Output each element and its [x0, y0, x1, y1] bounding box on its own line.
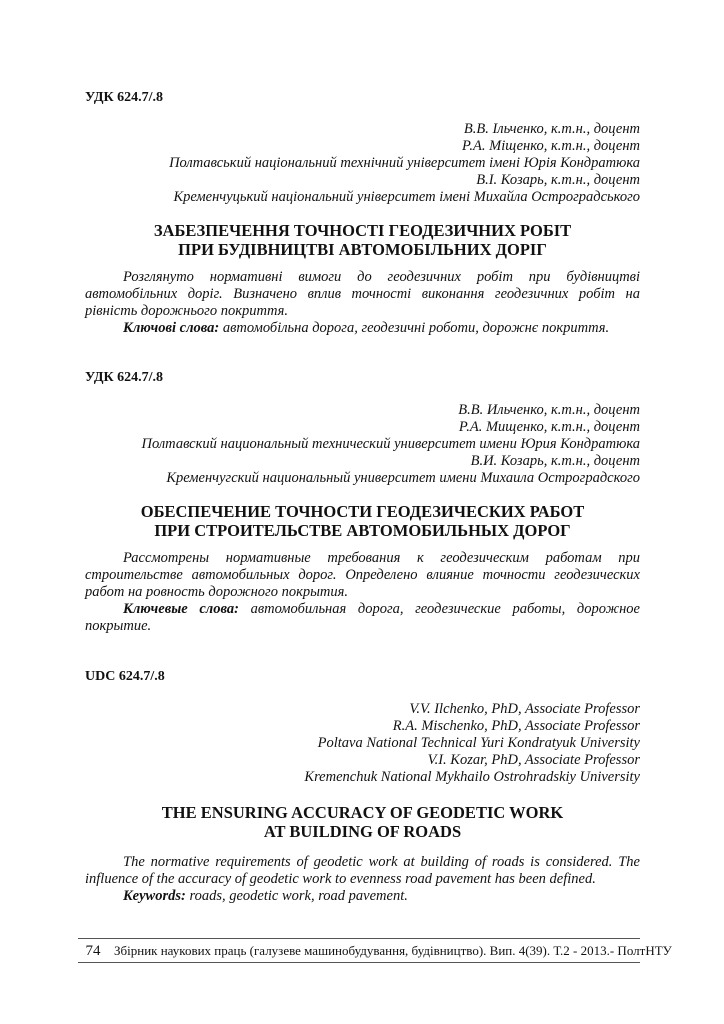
udc-code-en: UDC 624.7/.8	[85, 669, 165, 684]
keywords	[85, 320, 640, 337]
keywords	[85, 601, 640, 635]
author-line: В.І. Козарь, к.т.н., доцент	[476, 172, 640, 188]
title-line: ОБЕСПЕЧЕНИЕ ТОЧНОСТИ ГЕОДЕЗИЧЕСКИХ РАБОТ	[140, 502, 585, 521]
article-title-en	[85, 803, 640, 841]
footer-top-rule	[78, 938, 640, 939]
page-footer	[78, 943, 672, 960]
author-line: В.И. Козарь, к.т.н., доцент	[470, 453, 640, 469]
author-line: В.В. Ильченко, к.т.н., доцент	[458, 402, 640, 418]
authors-block-ua	[85, 121, 640, 206]
affiliation-line: Кременчуцький національний університет імені Михайла Остроградського	[173, 189, 640, 205]
title-line: ПРИ БУДІВНИЦТВІ АВТОМОБІЛЬНИХ ДОРІГ	[178, 240, 547, 259]
abstract-text: Розглянуто нормативні вимоги до геодезичних робіт при будівництві автомобільних доріг. Визначено вплив точності виконання геодезичних робіт на рівність дорожнього покриття.	[85, 269, 640, 319]
keywords-text: roads, geodetic work, road pavement.	[185, 888, 408, 904]
udk-code-ua: УДК 624.7/.8	[85, 90, 164, 105]
affiliation-line: Полтавский национальный технический университет имени Юрия Кондратюка	[141, 436, 640, 452]
affiliation-line: Kremenchuk National Mykhailo Ostrohradskiy University	[304, 769, 640, 785]
affiliation-line: Полтавський національний технічний університет імені Юрія Кондратюка	[169, 155, 640, 171]
author-line: V.I. Kozar, PhD, Associate Professor	[427, 752, 640, 768]
keywords-label: Keywords:	[123, 888, 186, 904]
abstract-en	[85, 854, 640, 905]
article-title-ru	[85, 502, 640, 540]
udk-code-ru: УДК 624.7/.8	[85, 370, 164, 385]
abstract-text: Рассмотрены нормативные требования к геодезическим работам при строительстве автомобильных дорог. Определено влияние точности геодезических работ на ровность дорожного покрытия.	[85, 550, 640, 600]
authors-block-en	[85, 701, 640, 786]
author-line: R.A. Mischenko, PhD, Associate Professor	[392, 718, 640, 734]
abstract-text: The normative requirements of geodetic work at building of roads is considered. The influence of the accuracy of geodetic work to evenness road pavement has been defined.	[85, 854, 640, 887]
title-line: ПРИ СТРОИТЕЛЬСТВЕ АВТОМОБИЛЬНЫХ ДОРОГ	[154, 521, 571, 540]
article-title-ua	[85, 221, 640, 259]
author-line: V.V. Ilchenko, PhD, Associate Professor	[409, 701, 640, 717]
affiliation-line: Poltava National Technical Yuri Kondratyuk University	[317, 735, 640, 751]
title-line: AT BUILDING OF ROADS	[263, 822, 462, 841]
title-line: ЗАБЕЗПЕЧЕННЯ ТОЧНОСТІ ГЕОДЕЗИЧНИХ РОБІТ	[153, 221, 572, 240]
title-line: THE ENSURING ACCURACY OF GEODETIC WORK	[161, 803, 564, 822]
page-number: 74	[85, 943, 101, 959]
authors-block-ru	[85, 402, 640, 487]
affiliation-line: Кременчугский национальный университет имени Михаила Остроградского	[166, 470, 640, 486]
abstract-ru	[85, 550, 640, 635]
keywords-text: автомобільна дорога, геодезичні роботи, дорожнє покриття.	[219, 320, 610, 336]
author-line: Р.А. Міщенко, к.т.н., доцент	[462, 138, 640, 154]
abstract-ua	[85, 269, 640, 337]
author-line: Р.А. Мищенко, к.т.н., доцент	[458, 419, 640, 435]
keywords-label: Ключові слова:	[123, 320, 220, 336]
keywords-text: автомобильная дорога, геодезические работы, дорожное покрытие.	[85, 601, 640, 634]
journal-citation: Збірник наукових праць (галузеве машинобудування, будівництво). Вип. 4(39). Т.2 - 2013.- ПолтНТУ	[114, 943, 672, 958]
keywords-label: Ключевые слова:	[123, 601, 239, 617]
author-line: В.В. Ільченко, к.т.н., доцент	[463, 121, 640, 137]
keywords	[85, 888, 640, 905]
footer-bottom-rule	[78, 962, 640, 963]
